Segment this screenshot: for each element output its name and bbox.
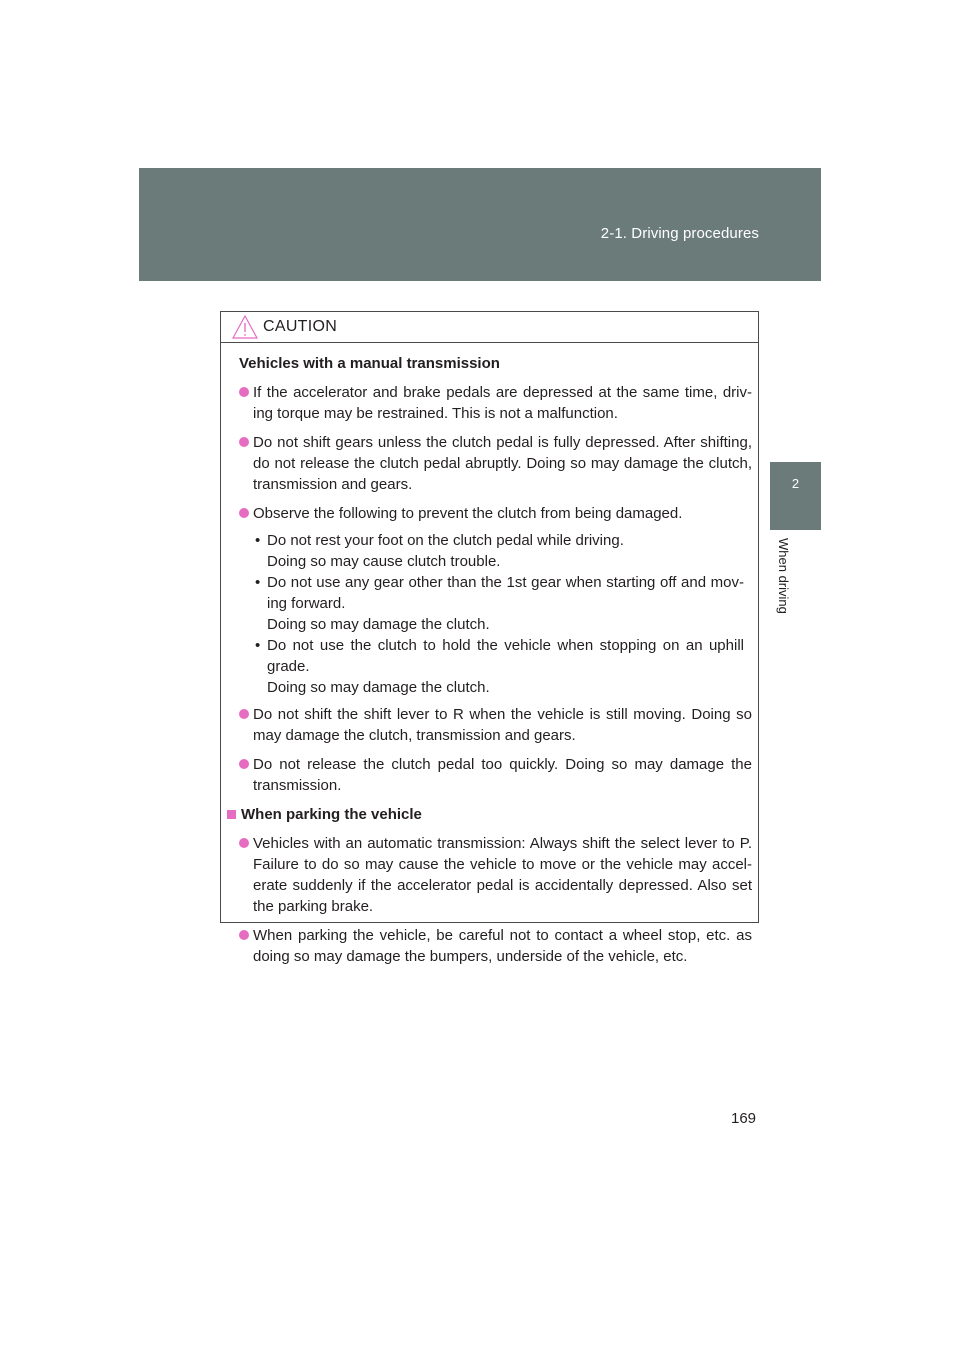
warning-triangle-icon (232, 315, 258, 339)
bullet-point-icon: • (255, 532, 261, 549)
bullet-dot-icon (239, 437, 249, 447)
sub-item-note: Doing so may cause clutch trouble. (267, 553, 501, 570)
sub-list-item: • Do not use the clutch to hold the vehicle when stopping on an uphill grade. Doing so may damage the clutch. (255, 637, 744, 696)
manual-transmission-heading: Vehicles with a manual transmission (239, 355, 500, 372)
section-title: 2-1. Driving procedures (600, 225, 759, 242)
square-bullet-icon (227, 810, 236, 819)
bullet-dot-icon (239, 759, 249, 769)
sub-item-note: Doing so may damage the clutch. (267, 616, 490, 633)
page-number: 169 (731, 1110, 757, 1127)
sub-list-item: • Do not rest your foot on the clutch pedal while driving. Doing so may cause clutch trouble. (221, 530, 758, 572)
bullet-dot-icon (239, 930, 249, 940)
bullet-point-icon: • (255, 637, 261, 654)
chapter-tab (770, 462, 821, 530)
sub-list-item: • Do not use any gear other than the 1st gear when starting off and mov-ing forward. Doing so may damage the clutch. (255, 574, 744, 633)
list-item: Do not release the clutch pedal too quickly. Doing so may damage the transmission. (221, 754, 758, 796)
caution-body (221, 353, 758, 975)
header-band (139, 168, 821, 281)
bullet-dot-icon (239, 387, 249, 397)
chapter-label: When driving (776, 538, 791, 614)
bullet-dot-icon (239, 709, 249, 719)
list-item: When parking the vehicle, be careful not to contact a wheel stop, etc. as doing so may damage the bumpers, underside of the vehicle, etc. (221, 925, 758, 967)
list-item: Do not shift the shift lever to R when the vehicle is still moving. Doing so may damage the clutch, transmission and gears. (221, 704, 758, 746)
parking-heading: When parking the vehicle (227, 804, 758, 825)
list-item: Vehicles with an automatic transmission: Always shift the select lever to P. Failure to do so may cause the vehicle to move or the vehicle may accel-erate suddenly if the accelerator pedal is accidentally depressed. Also set the parking brake. (221, 833, 758, 917)
bullet-point-icon: • (255, 574, 261, 591)
chapter-number: 2 (791, 476, 800, 491)
bullet-dot-icon (239, 508, 249, 518)
list-item: Observe the following to prevent the clutch from being damaged. (221, 503, 758, 524)
sub-item-note: Doing so may damage the clutch. (267, 679, 490, 696)
list-item: If the accelerator and brake pedals are depressed at the same time, driv-ing torque may be restrained. This is not a malfunction. (221, 382, 758, 424)
caution-header (221, 312, 758, 343)
list-item: Do not shift gears unless the clutch pedal is fully depressed. After shifting, do not release the clutch pedal abruptly. Doing so may damage the clutch, transmission and gears. (221, 432, 758, 495)
clutch-sublist (221, 530, 758, 698)
caution-title: CAUTION (263, 318, 338, 335)
bullet-dot-icon (239, 838, 249, 848)
caution-box (220, 311, 759, 965)
